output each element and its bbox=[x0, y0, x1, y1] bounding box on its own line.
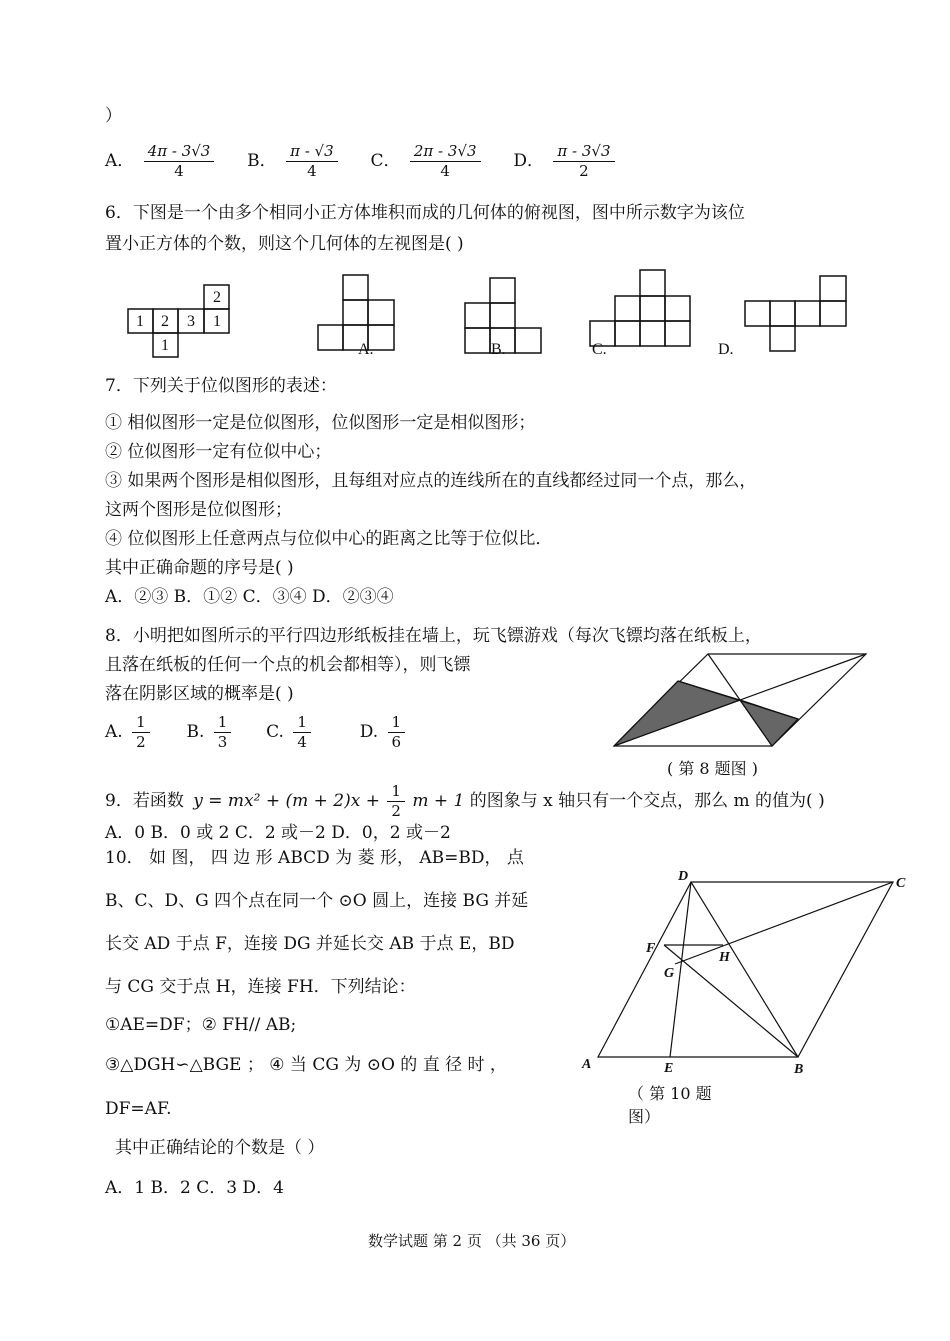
q10-rhombus-figure bbox=[578, 860, 918, 1085]
q6-option-a-view bbox=[318, 275, 394, 350]
top-view-number: 2 bbox=[161, 313, 169, 330]
q10-line7: DF=AF. bbox=[105, 1099, 172, 1119]
q8-option-b-label: B. bbox=[186, 722, 205, 743]
q7-statement-3a: ③ 如果两个图形是相似图形，且每组对应点的连线所在的直线都经过同一个点，那么， bbox=[105, 471, 757, 491]
q8-option-d-fraction bbox=[388, 713, 406, 752]
q10-line6: ③△DGH∽△BGE ； ④ 当 CG 为 ⊙O 的 直 径 时 ， bbox=[105, 1055, 507, 1075]
top-view-number: 3 bbox=[187, 313, 195, 330]
q9-line bbox=[105, 782, 825, 821]
q10-line4: 与 CG 交于点 H，连接 FH．下列结论： bbox=[105, 977, 416, 997]
q8-option-d-label: D. bbox=[359, 722, 379, 743]
q5-option-b-num: π - √3 bbox=[286, 142, 338, 162]
q10-caption-2: 图） bbox=[628, 1107, 661, 1126]
q9-suffix: 的图象与 x 轴只有一个交点，那么 m 的值为( ) bbox=[469, 790, 825, 811]
q6-option-b-label: B. bbox=[491, 341, 506, 358]
q8-options bbox=[105, 713, 405, 752]
q5-option-c-label: C． bbox=[370, 151, 401, 172]
q8-option-b-num: 1 bbox=[214, 713, 232, 733]
point-label: F bbox=[646, 941, 656, 956]
top-view-number: 1 bbox=[213, 313, 221, 330]
q5-option-d-num: π - 3√3 bbox=[553, 142, 614, 162]
q5-option-d-fraction bbox=[553, 142, 614, 181]
q9-formula-a: y = mx² + (m + 2)x + bbox=[193, 790, 380, 811]
q5-option-b-fraction bbox=[286, 142, 338, 181]
q5-option-d-label: D． bbox=[513, 151, 544, 172]
q8-line1: 8．小明把如图所示的平行四边形纸板挂在墙上，玩飞镖游戏（每次飞镖均落在纸板上， bbox=[105, 626, 762, 646]
q8-option-b-den: 3 bbox=[217, 732, 228, 751]
q9-formula-fraction bbox=[387, 782, 405, 821]
q8-option-a-label: A. bbox=[105, 722, 123, 743]
q6-option-a-label: A. bbox=[358, 341, 374, 358]
q8-option-c-fraction bbox=[293, 713, 311, 752]
q8-option-a-den: 2 bbox=[136, 732, 146, 751]
q8-option-d-num: 1 bbox=[388, 713, 406, 733]
point-label: B bbox=[794, 1062, 804, 1077]
q7-question: 其中正确命题的序号是( ) bbox=[105, 558, 294, 578]
page-footer: 数学试题 第 2 页 （共 36 页） bbox=[368, 1232, 576, 1250]
q5-option-b-den: 4 bbox=[307, 161, 317, 180]
q7-statement-3b: 这两个图形是位似图形； bbox=[105, 500, 292, 520]
q5-option-a-num: 4π - 3√3 bbox=[144, 142, 215, 162]
q8-option-d-den: 6 bbox=[391, 732, 402, 751]
q5-option-a-den: 4 bbox=[174, 161, 184, 180]
q9-options: A．0 B．0 或 2 C．2 或－2 D．0，2 或－2 bbox=[105, 823, 451, 843]
q5-option-d-den: 2 bbox=[579, 161, 589, 180]
q7-statement-4: ④ 位似图形上任意两点与位似中心的距离之比等于位似比． bbox=[105, 529, 553, 549]
q8-line3: 落在阴影区域的概率是( ) bbox=[105, 684, 294, 704]
q8-option-a-num: 1 bbox=[132, 713, 150, 733]
point-label: H bbox=[719, 950, 730, 965]
q10-line1: 10． 如 图， 四 边 形 ABCD 为 菱 形， AB=BD， 点 bbox=[105, 848, 524, 868]
q5-options bbox=[105, 142, 615, 181]
q7-title: 7．下列关于位似图形的表述： bbox=[105, 376, 337, 396]
q6-option-d-label: D. bbox=[718, 341, 734, 358]
q5-option-b-label: B． bbox=[247, 151, 277, 172]
top-view-number: 1 bbox=[136, 313, 144, 330]
top-view-number: 2 bbox=[213, 289, 221, 306]
q10-line5: ①AE=DF；② FH// AB; bbox=[105, 1015, 297, 1035]
point-label: A bbox=[582, 1057, 592, 1072]
q5-option-c-fraction bbox=[410, 142, 481, 181]
q10-options: A．1 B．2 C．3 D．4 bbox=[105, 1178, 284, 1198]
q5-tail: ） bbox=[105, 106, 122, 126]
q6-line2: 置小正方体的个数，则这个几何体的左视图是( ) bbox=[105, 234, 464, 254]
q8-option-b-fraction bbox=[214, 713, 232, 752]
q10-question: 其中正确结论的个数是（ ） bbox=[115, 1138, 325, 1158]
point-label: E bbox=[664, 1061, 674, 1076]
q8-option-c-num: 1 bbox=[293, 713, 311, 733]
q8-caption: ( 第 8 题图 ) bbox=[667, 759, 759, 778]
q6-option-c-view bbox=[590, 270, 690, 346]
q5-option-a-label: A． bbox=[105, 151, 135, 172]
q5-option-a-fraction bbox=[144, 142, 215, 181]
q6-option-c-label: C. bbox=[592, 341, 607, 358]
q6-figures bbox=[120, 265, 860, 365]
q7-statement-1: ① 相似图形一定是位似图形，位似图形一定是相似图形； bbox=[105, 413, 536, 433]
q9-prefix: 9．若函数 bbox=[105, 790, 184, 811]
q9-frac-num: 1 bbox=[387, 782, 405, 802]
q10-caption-1: （ 第 10 题 bbox=[628, 1084, 712, 1103]
top-view-number: 1 bbox=[161, 337, 169, 354]
q9-formula-b: m + 1 bbox=[412, 790, 465, 811]
q8-option-c-label: C. bbox=[266, 722, 284, 743]
q9-frac-den: 2 bbox=[391, 801, 401, 820]
q8-parallelogram-figure bbox=[608, 648, 873, 753]
q6-line1: 6．下图是一个由多个相同小正方体堆积而成的几何体的俯视图，图中所示数字为该位 bbox=[105, 203, 745, 223]
q8-shaded-left bbox=[614, 681, 740, 746]
q5-option-c-num: 2π - 3√3 bbox=[410, 142, 481, 162]
point-label: D bbox=[678, 869, 689, 884]
point-label: C bbox=[896, 876, 906, 891]
q7-options: A．②③ B．①② C．③④ D．②③④ bbox=[105, 587, 394, 607]
q7-statement-2: ② 位似图形一定有位似中心； bbox=[105, 442, 332, 462]
q6-option-d-view bbox=[745, 276, 846, 351]
q8-option-a-fraction bbox=[132, 713, 150, 752]
q10-line2: B、C、D、G 四个点在同一个 ⊙O 圆上，连接 BG 并延 bbox=[105, 891, 529, 911]
q5-option-c-den: 4 bbox=[440, 161, 450, 180]
q8-line2: 且落在纸板的任何一个点的机会都相等），则飞镖 bbox=[105, 655, 471, 675]
q8-option-c-den: 4 bbox=[297, 732, 307, 751]
point-label: G bbox=[664, 966, 675, 981]
q8-shaded-right bbox=[740, 700, 798, 746]
q10-line3: 长交 AD 于点 F，连接 DG 并延长交 AB 于点 E，BD bbox=[105, 934, 515, 954]
